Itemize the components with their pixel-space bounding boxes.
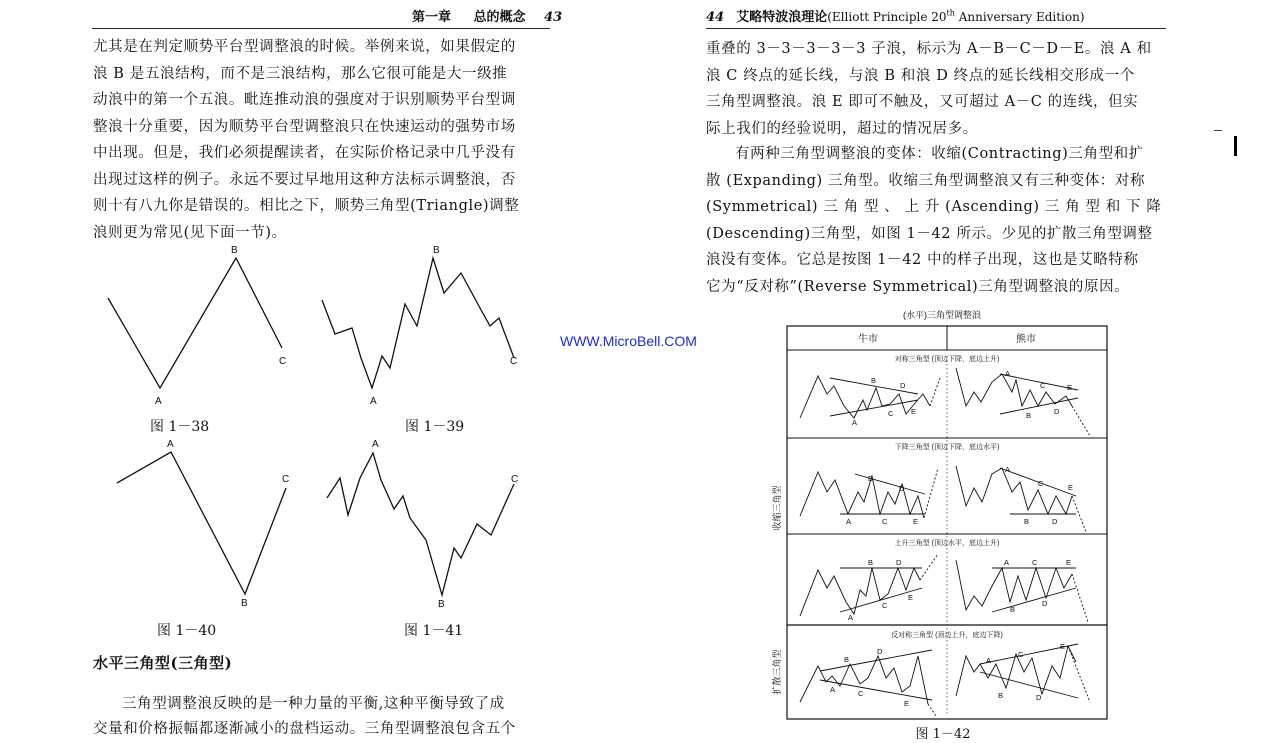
sym-bear-b: B — [1026, 411, 1032, 420]
fig-41-label-c: C — [511, 474, 519, 485]
desc-bull-d: D — [899, 484, 905, 493]
text-line: 整浪十分重要，因为顺势平台型调整浪只在快速运动的强势市场 — [93, 118, 516, 135]
text-line: 有两种三角型调整浪的变体：收缩(Contracting)三角型和扩 — [735, 146, 1144, 162]
fig-41-wave — [327, 453, 514, 595]
right-header-edition-suffix: Anniversary Edition) — [954, 10, 1085, 24]
fig-39-label-a: A — [370, 396, 377, 407]
text-line: 交量和价格振幅都逐渐减小的盘档运动。三角型调整浪包含五个 — [93, 721, 516, 737]
scan-mark — [1214, 130, 1222, 131]
text-line: 则十有八九你是错误的。相比之下，顺势三角型(Triangle)调整 — [93, 198, 520, 214]
asc-bull-breakout — [920, 554, 938, 580]
asc-bear-e: E — [1066, 558, 1072, 567]
text-line: 它为“反对称”(Reverse Symmetrical)三角型调整浪的原因。 — [706, 278, 1130, 295]
text-line: 浪没有变体。它总是按图 1－42 中的样子出现，这也是艾略特称 — [706, 252, 1139, 268]
asc-bear-c: C — [1032, 558, 1038, 567]
fig-40-wave — [117, 452, 286, 594]
fig-42-col-bull: 牛市 — [858, 334, 878, 345]
fig-41-label-b: B — [438, 599, 445, 610]
sym-bear-e: E — [1067, 383, 1073, 392]
right-page-number: 44 — [706, 10, 725, 25]
fig-39-label-c: C — [510, 356, 518, 367]
asc-bear-breakout — [1072, 574, 1088, 622]
left-paragraph-1 — [93, 34, 563, 246]
desc-bull-breakout — [924, 468, 938, 518]
sym-bear-lower-trendline — [1000, 398, 1078, 414]
text-line: 动浪中的第一个五浪。毗连推动浪的强度对于识别顺势平台型调 — [93, 92, 516, 108]
asc-bear-wave — [956, 560, 1072, 610]
fig-42-caption: 图 1－42 — [915, 727, 971, 742]
fig-42-row-descending: 下降三角型 (顶边下降，底边水平) — [894, 444, 1000, 451]
rev-bull-a: A — [830, 685, 836, 694]
sym-bull-a: A — [852, 418, 858, 427]
left-page-number: 43 — [544, 10, 563, 25]
asc-bear-lower-trendline — [992, 588, 1076, 612]
rev-bull-lower-trendline — [820, 680, 932, 700]
rev-bull-end — [928, 704, 936, 716]
left-header-title: 总的概念 — [473, 10, 526, 25]
scan-mark — [1234, 136, 1237, 156]
text-line: 浪 C 终点的延长线，与浪 B 和浪 D 终点的延长线相交形成一个 — [706, 67, 1135, 84]
asc-bull-c: C — [882, 601, 888, 610]
sym-bull-e: E — [911, 407, 917, 416]
fig-38-label-b: B — [231, 245, 238, 256]
fig-40-caption: 图 1－40 — [157, 623, 217, 639]
text-line: 出现过这样的例子。永远不要过早地用这种方法标示调整浪，否 — [93, 171, 516, 188]
section-title: 水平三角型(三角型) — [93, 654, 233, 672]
watermark: WWW.MicroBell.COM — [560, 333, 697, 349]
fig-42-group-contracting: 收缩三角型 — [772, 485, 782, 531]
figure-1-42 — [760, 306, 1120, 743]
rev-bull-c: C — [858, 689, 864, 698]
fig-39-caption: 图 1－39 — [405, 419, 465, 435]
desc-bull-a: A — [846, 517, 852, 526]
fig-38-caption: 图 1－38 — [150, 419, 210, 435]
asc-bull-e: E — [908, 593, 914, 602]
desc-bull-upper-trendline — [855, 474, 925, 494]
text-line: 际上我们的经验说明，超过的情况居多。 — [706, 120, 978, 137]
rev-bear-e: E — [1060, 642, 1066, 651]
sym-bear-wave — [956, 368, 1072, 406]
fig-40-label-a: A — [167, 439, 174, 450]
asc-bear-b: B — [1010, 605, 1016, 614]
fig-39-label-b: B — [433, 245, 440, 256]
rev-bear-wave — [956, 646, 1076, 696]
rev-bear-a: A — [986, 656, 992, 665]
fig-40-label-c: C — [282, 474, 290, 485]
asc-bull-b: B — [868, 558, 874, 567]
rev-bear-lower-trendline — [980, 672, 1078, 698]
desc-bull-c: C — [882, 517, 888, 526]
rev-bear-d: D — [1036, 693, 1042, 702]
left-header-rule — [92, 28, 550, 29]
right-header — [706, 6, 1085, 25]
desc-bear-e: E — [1068, 483, 1074, 492]
sym-bull-c: C — [888, 409, 894, 418]
rev-bear-b: B — [998, 691, 1004, 700]
text-line: 重叠的 3－3－3－3－3 子浪，标示为 A－B－C－D－E。浪 A 和 — [706, 41, 1152, 57]
text-line: (Symmetrical) 三 角 型 、 上 升 (Ascending) 三 角 型 和 下 降 — [706, 199, 1162, 215]
asc-bull-a: A — [848, 613, 854, 622]
sym-bear-breakout — [1072, 406, 1090, 436]
right-header-rule — [706, 28, 1166, 29]
desc-bear-c: C — [1038, 479, 1044, 488]
rev-bull-b: B — [844, 655, 850, 664]
text-line: 尤其是在判定顺势平台型调整浪的时候。举例来说，如果假定的 — [93, 39, 516, 55]
sym-bull-d: D — [900, 381, 906, 390]
fig-38-label-a: A — [155, 396, 162, 407]
asc-bear-a: A — [1004, 558, 1010, 567]
left-paragraph-2 — [93, 692, 563, 742]
desc-bear-b: B — [1024, 517, 1030, 526]
desc-bull-e: E — [913, 517, 919, 526]
desc-bull-wave — [800, 472, 924, 518]
sym-bear-a: A — [1005, 369, 1011, 378]
fig-41-label-a: A — [372, 439, 379, 450]
fig-42-row-ascending: 上升三角型 (顶边水平，底边上升) — [894, 540, 1000, 547]
left-figures — [90, 238, 550, 638]
rev-bear-breakout — [1068, 646, 1090, 702]
desc-bull-b: B — [868, 474, 874, 483]
asc-bull-wave — [800, 568, 920, 616]
fig-40-label-b: B — [241, 598, 248, 609]
sym-bear-c: C — [1040, 381, 1046, 390]
left-header — [412, 6, 562, 25]
sym-bull-breakout — [930, 378, 940, 406]
text-line: 散 (Expanding) 三角型。收缩三角型调整浪又有三种变体：对称 — [706, 172, 1146, 189]
rev-bull-d: D — [877, 647, 883, 656]
text-line: 三角型调整浪反映的是一种力量的平衡,这种平衡导致了成 — [122, 696, 505, 712]
fig-42-col-bear: 熊市 — [1016, 334, 1036, 345]
text-line: 三角型调整浪。浪 E 即可不触及，又可超过 A－C 的连线，但实 — [706, 94, 1139, 110]
left-header-chapter: 第一章 — [412, 10, 452, 25]
sym-bull-lower-trendline — [830, 400, 918, 416]
text-line: (Descending)三角型，如图 1－42 所示。少见的扩散三角型调整 — [706, 225, 1153, 242]
asc-bear-d: D — [1042, 599, 1048, 608]
sym-bull-b: B — [871, 376, 877, 385]
sym-bear-d: D — [1054, 407, 1060, 416]
right-paragraph-1 — [706, 36, 1176, 142]
desc-bear-a: A — [1005, 465, 1011, 474]
right-paragraph-2 — [706, 141, 1176, 300]
desc-bear-d: D — [1052, 517, 1058, 526]
fig-39-wave — [322, 258, 514, 388]
fig-38-wave — [108, 258, 282, 388]
fig-42-title: (水平)三角型调整浪 — [903, 310, 981, 320]
right-header-edition-prefix: (Elliott Principle 20 — [827, 10, 947, 24]
fig-41-caption: 图 1－41 — [404, 623, 464, 639]
right-header-title: 艾略特波浪理论 — [736, 10, 828, 25]
right-header-edition-sup: th — [946, 8, 955, 18]
text-line: 中出现。但是，我们必须提醒读者，在实际价格记录中几乎没有 — [93, 145, 516, 161]
text-line: 浪 B 是五浪结构，而不是三浪结构，那么它很可能是大一级推 — [93, 65, 508, 82]
fig-42-group-expanding: 扩散三角型 — [772, 649, 782, 695]
rev-bear-c: C — [1018, 650, 1024, 659]
fig-42-row-reverse: 反对称三角型 (顶边上升，底边下降) — [891, 632, 1003, 639]
asc-bull-d: D — [896, 558, 902, 567]
text-line: 浪则更为常见(见下面一节)。 — [93, 224, 287, 241]
rev-bull-e: E — [904, 699, 910, 708]
fig-42-row-symmetrical: 对称三角型 (顶边下降，底边上升) — [894, 356, 1000, 363]
fig-38-label-c: C — [279, 356, 287, 367]
